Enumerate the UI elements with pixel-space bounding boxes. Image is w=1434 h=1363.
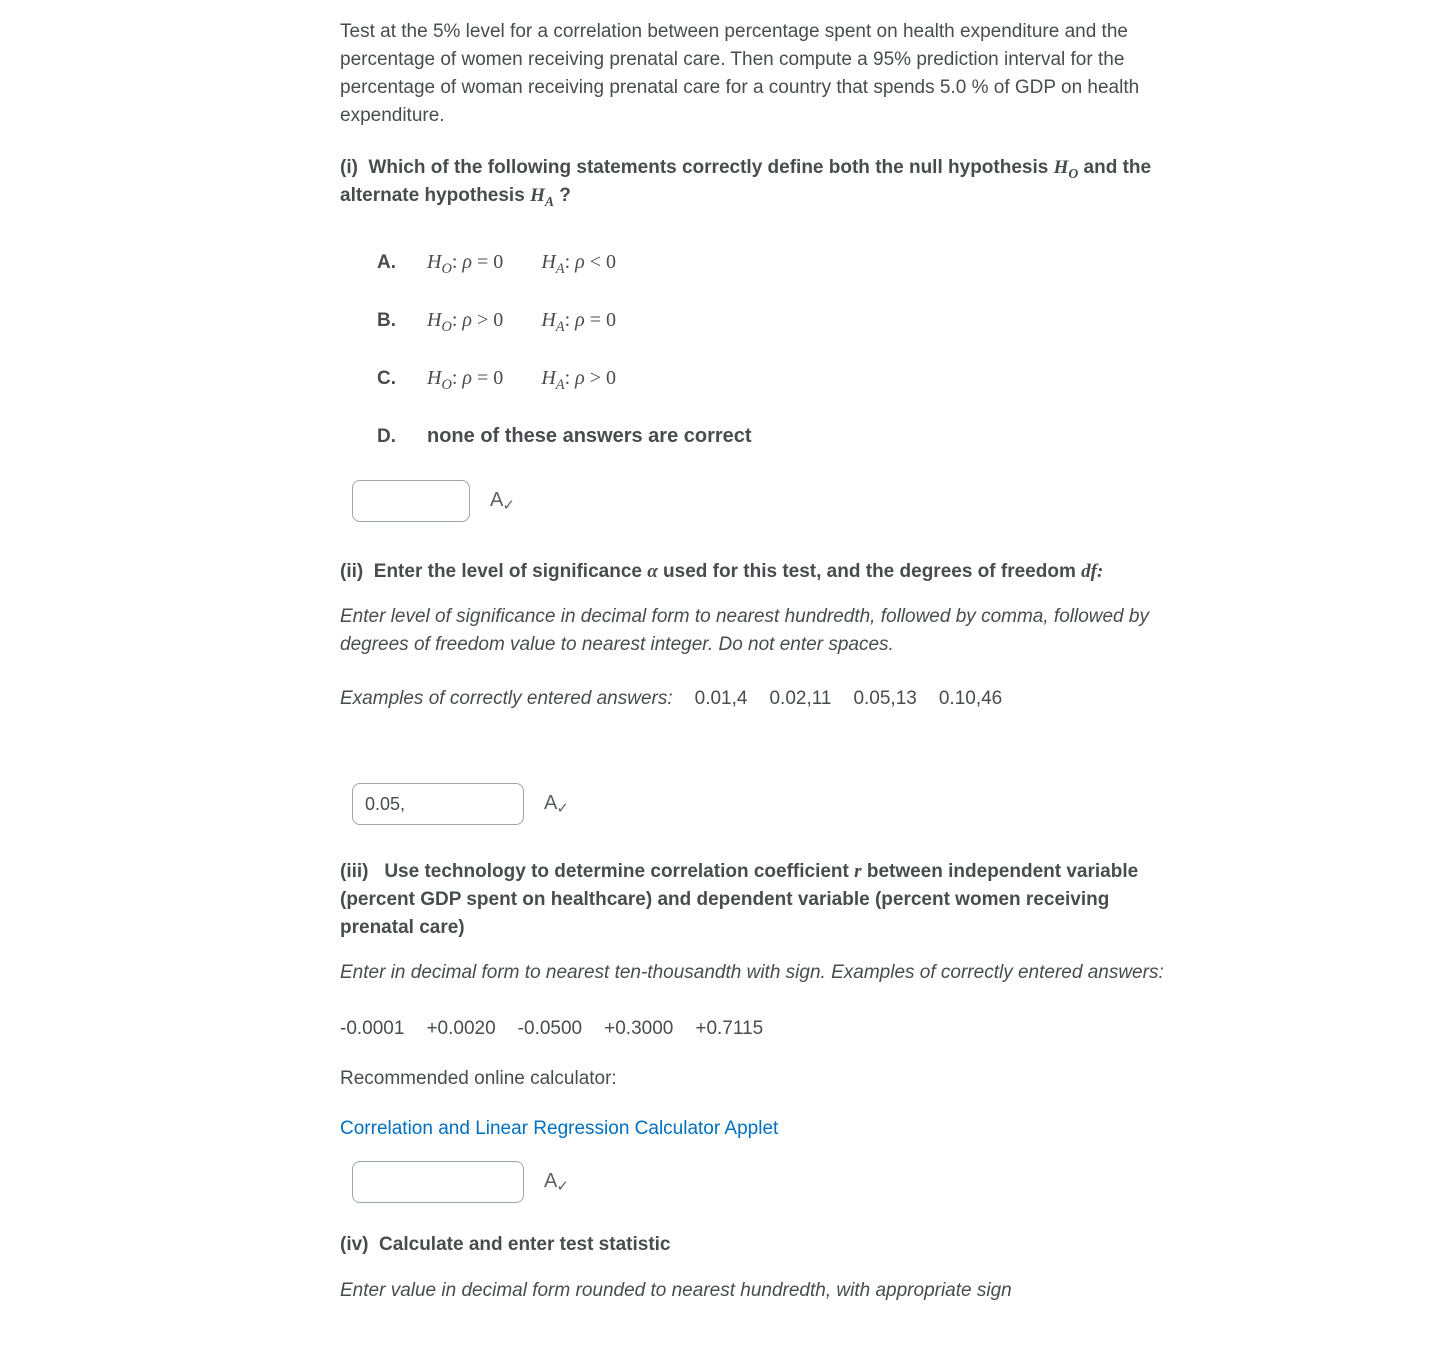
option-math: $H_O$: ρ > 0 $H_A$: ρ = 0 [427,309,617,335]
answer-row-i [352,480,1180,522]
recommended-calculator-label: Recommended online calculator: [340,1068,617,1089]
option-letter: A. [377,252,396,273]
option-math: $H_O$: ρ = 0 $H_A$: ρ < 0 [427,251,617,277]
answer-row-iii [352,1161,1180,1203]
a-checkmark-icon: $A_✓$ [490,489,515,514]
a-checkmark-icon: $A_✓$ [544,792,569,817]
option-letter: D. [377,426,396,447]
option-row-b [377,306,1180,335]
question-i-heading: (i) Which of the following statements correctly define both the null hypothesis $H_O$ and the alternate hypothesis $H_A$ ? [340,157,1152,209]
question-iii-instructions: Enter in decimal form to nearest ten-thousandth with sign. Examples of correctly entered answers: [340,962,1164,983]
option-row-c [377,364,1180,393]
question-iv-heading: (iv) Calculate and enter test statistic [340,1234,671,1255]
option-row-a [377,248,1180,277]
answer-row-ii [352,783,1180,825]
question-intro-paragraph: Test at the 5% level for a correlation between percentage spent on health expenditure and the percentage of women receiving prenatal care. Then compute a 95% prediction interval for the percentage of woman receiving prenatal care for a country that spends 5.0 % of GDP on health expenditure. [340,21,1140,126]
answer-input-i[interactable] [352,480,470,522]
question-ii-examples: Examples of correctly entered answers: 0.01,4 0.02,11 0.05,13 0.10,46 [340,688,1003,709]
question-ii-heading: (ii) Enter the level of significance α used for this test, and the degrees of freedom df: [340,561,1104,582]
option-math: $H_O$: ρ = 0 $H_A$: ρ > 0 [427,367,617,393]
question-i-options [377,248,1180,451]
answer-input-iii[interactable] [352,1161,524,1203]
question-iii-heading: (iii) Use technology to determine correlation coefficient r between independent variable (percent GDP spent on healthcare) and dependent variable (percent women receiving prenatal care) [340,861,1139,938]
option-letter: C. [377,368,396,389]
question-content [340,18,1180,1305]
option-text: none of these answers are correct [427,425,752,447]
answer-input-ii[interactable] [352,783,524,825]
question-ii-instructions: Enter level of significance in decimal form to nearest hundredth, followed by comma, followed by degrees of freedom value to nearest integer. Do not enter spaces. [340,606,1149,655]
question-iv-instructions: Enter value in decimal form rounded to nearest hundredth, with appropriate sign [340,1280,1012,1301]
question-iii-example-values: -0.0001 +0.0020 -0.0500 +0.3000 +0.7115 [340,1018,764,1039]
a-checkmark-icon: $A_✓$ [544,1170,569,1195]
calculator-applet-link[interactable]: Correlation and Linear Regression Calculator Applet [340,1118,779,1139]
option-row-d [377,422,1180,451]
option-letter: B. [377,310,396,331]
